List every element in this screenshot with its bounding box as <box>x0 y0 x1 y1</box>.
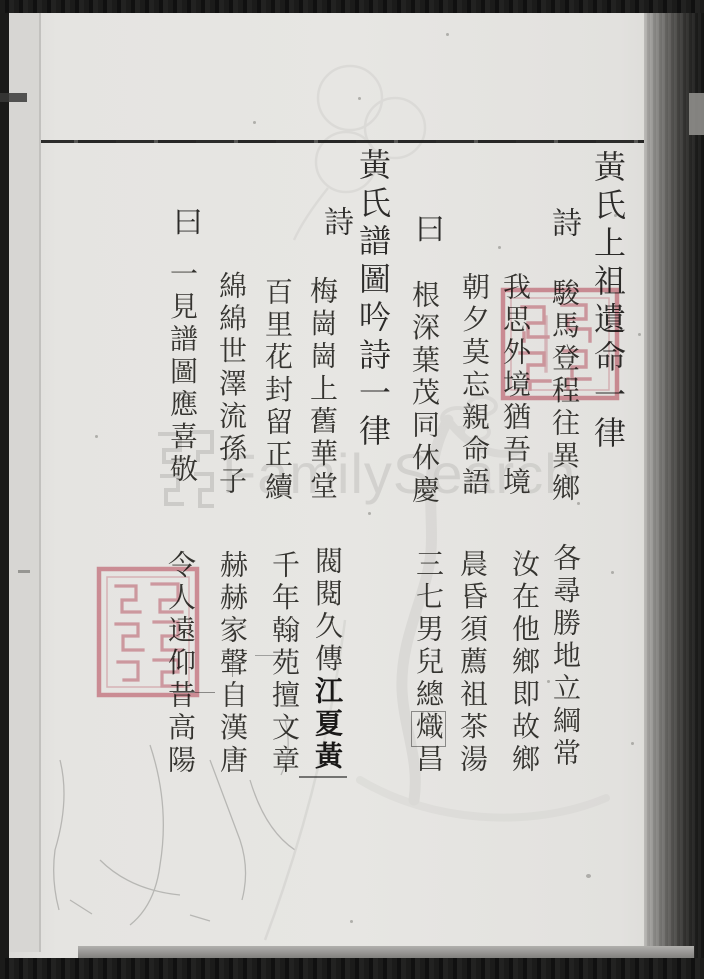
poem-right-line-3: 朝夕莫忘親命語 <box>458 272 489 500</box>
poem-left-line-4: 一見譜圖應喜敬 <box>166 259 197 487</box>
red-seal-left-icon <box>96 566 200 698</box>
left-page-edge <box>9 13 41 952</box>
paper-speckle <box>498 246 501 249</box>
annotation-box <box>411 711 446 747</box>
poem-right-line-2: 我思外境猶吾境 <box>499 272 530 500</box>
left-edge-mark <box>0 93 27 102</box>
paper-speckle <box>368 512 371 515</box>
poem-right-line-4: 根深葉茂同休慶 <box>408 280 439 508</box>
poem-left-line-7: 赫赫家聲自漢唐 <box>216 550 247 778</box>
poem-right-line-6: 汝在他鄉即故鄉 <box>508 549 539 777</box>
paper-speckle <box>611 571 614 574</box>
poem-left-shi-label: 詩 <box>319 206 352 236</box>
paper-speckle <box>586 874 591 878</box>
poem-left-title-text: 黃氏譜圖吟詩一律 <box>355 148 391 452</box>
poem-right-yue-label: 曰 <box>410 213 443 243</box>
poem-right-line-1: 駿馬登程往異鄉 <box>548 278 579 506</box>
poem-right-line-7: 晨昏須薦祖茶湯 <box>456 549 487 777</box>
poem-left-line-1: 梅崗崗上舊華堂 <box>306 276 337 504</box>
paper-speckle <box>95 435 98 438</box>
scan-top-bar <box>0 0 704 13</box>
poem-right-title-text: 黃氏上祖遺命一律 <box>590 150 626 454</box>
paper-speckle <box>358 97 361 100</box>
annotation-underline <box>255 655 293 656</box>
red-seal-right-icon <box>500 287 620 401</box>
paper-speckle <box>638 333 641 336</box>
page-corner-under <box>689 93 704 135</box>
paper-speckle <box>350 920 353 923</box>
poem-left-yue-label: 曰 <box>168 206 201 236</box>
poem-left-line-8: 令人遠仰昔高陽 <box>164 550 195 778</box>
poem-left-line-5: 閥閱久傳江夏黃 <box>311 546 342 774</box>
annotation-underline <box>173 692 215 693</box>
poem-right-line-5: 各尋勝地立綱常 <box>549 543 580 771</box>
scan-bottom-bar <box>0 958 704 979</box>
familysearch-watermark-text: FamilySearch <box>222 442 577 505</box>
poem-left-line-3: 綿綿世澤流孫子 <box>215 271 246 499</box>
scan-left-edge <box>0 0 9 979</box>
printed-rule-line <box>36 140 660 143</box>
poem-left-line-6: 千年翰苑擅文章 <box>268 550 299 778</box>
paper-speckle <box>253 121 256 124</box>
annotation-underline <box>299 776 347 778</box>
poem-left-line-2: 百里花封留正續 <box>261 277 292 505</box>
poem-right-shi-label: 詩 <box>547 207 580 237</box>
annotation-bracket <box>232 650 247 677</box>
book-spine-shadow <box>644 0 704 958</box>
left-edge-tick <box>18 570 30 573</box>
paper-speckle <box>446 33 449 36</box>
poem-right-line-8: 三七男兒總熾昌 <box>412 549 443 777</box>
poem-left-title <box>357 148 389 452</box>
paper-speckle <box>631 742 634 745</box>
